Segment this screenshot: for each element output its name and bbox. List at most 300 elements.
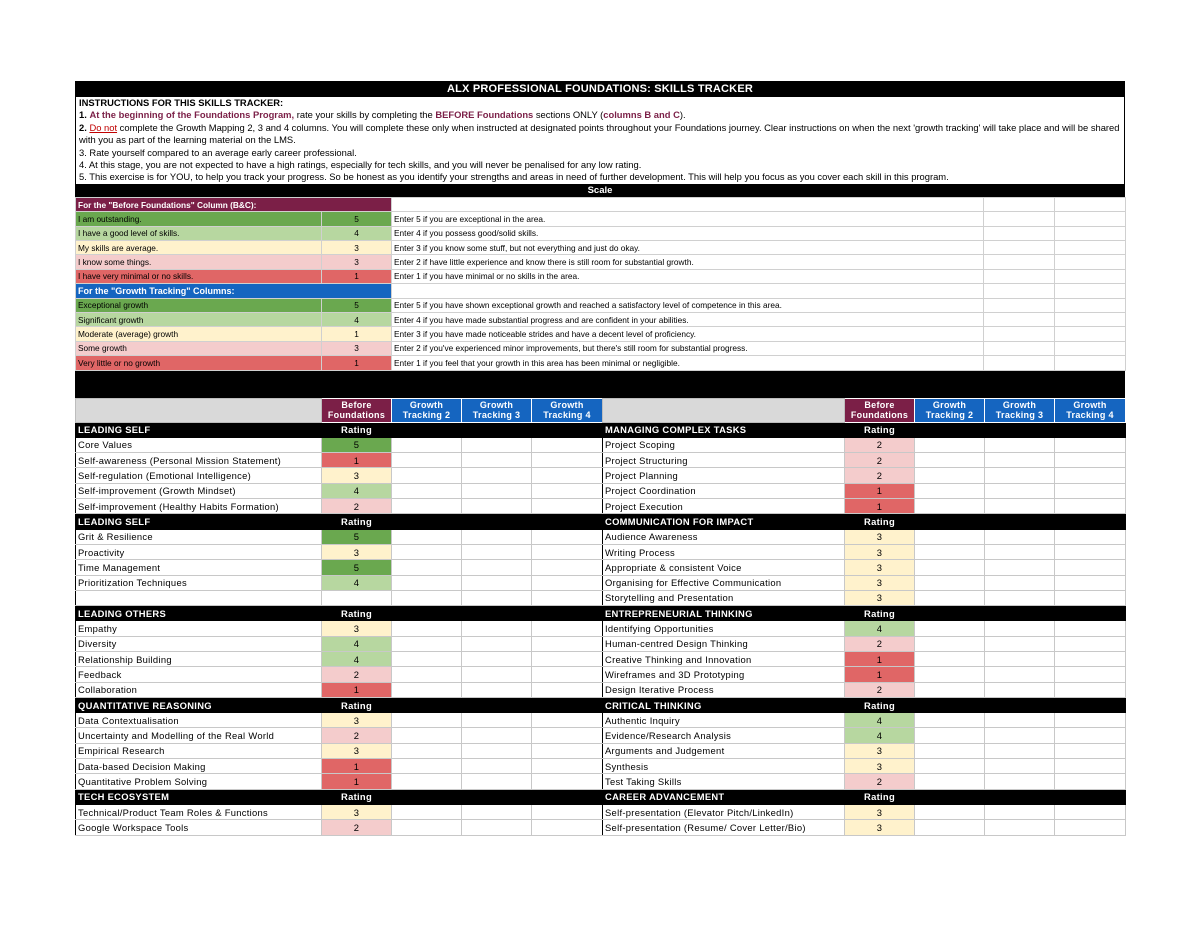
growth-tracking-4-cell[interactable]	[1055, 621, 1126, 636]
growth-tracking-2-cell[interactable]	[915, 590, 985, 605]
rating-header: Rating	[322, 697, 392, 712]
legend-blank-cell	[1055, 312, 1126, 326]
growth-tracking-2-cell[interactable]	[915, 713, 985, 728]
growth-legend-row	[76, 298, 1126, 312]
growth-tracking-4-header: Growth Tracking 4	[532, 398, 603, 422]
column-header-row	[603, 398, 1126, 422]
before-legend-row	[76, 241, 1126, 255]
skill-name: Self-awareness (Personal Mission Statement)	[76, 453, 322, 468]
skill-row	[76, 437, 603, 452]
skill-name: Design Iterative Process	[603, 682, 845, 697]
growth-tracking-3-cell[interactable]	[462, 651, 532, 666]
legend-description: Enter 4 if you have made substantial progress and are confident in your abilities.	[392, 312, 984, 326]
legend-value: 4	[322, 226, 392, 240]
growth-tracking-4-cell[interactable]	[1055, 713, 1126, 728]
growth-tracking-4-cell[interactable]	[532, 483, 603, 498]
growth-tracking-4-cell[interactable]	[1055, 682, 1126, 697]
growth-tracking-4-cell[interactable]	[1055, 804, 1126, 819]
growth-tracking-2-cell[interactable]	[392, 483, 462, 498]
legend-description: Enter 5 if you are exceptional in the area.	[392, 212, 984, 226]
before-foundations-rating-cell[interactable]: 2	[845, 437, 915, 452]
skill-name: Self-improvement (Growth Mindset)	[76, 483, 322, 498]
legend-blank-cell	[1055, 356, 1126, 370]
growth-legend-row	[76, 356, 1126, 370]
growth-tracking-3-cell[interactable]	[462, 820, 532, 835]
skill-row	[603, 804, 1126, 819]
growth-tracking-2-cell[interactable]	[915, 774, 985, 789]
section-header-blank	[462, 697, 532, 712]
before-foundations-rating-cell[interactable]: 1	[845, 483, 915, 498]
legend-value: 3	[322, 241, 392, 255]
growth-legend-heading-row	[76, 284, 1126, 298]
skill-row	[76, 804, 603, 819]
legend-label: Moderate (average) growth	[76, 327, 322, 341]
skill-name: Diversity	[76, 636, 322, 651]
before-foundations-rating-cell[interactable]: 2	[845, 774, 915, 789]
skill-row	[76, 636, 603, 651]
growth-tracking-4-cell[interactable]	[532, 667, 603, 682]
growth-tracking-3-cell[interactable]	[985, 544, 1055, 559]
skill-name: Synthesis	[603, 759, 845, 774]
before-foundations-rating-cell[interactable]: 3	[322, 621, 392, 636]
before-foundations-rating-cell[interactable]: 3	[845, 529, 915, 544]
growth-tracking-4-cell[interactable]	[532, 453, 603, 468]
growth-tracking-3-cell[interactable]	[985, 468, 1055, 483]
before-legend-row	[76, 226, 1126, 240]
growth-tracking-2-cell[interactable]	[392, 437, 462, 452]
skill-name: Collaboration	[76, 682, 322, 697]
before-foundations-rating-cell[interactable]: 3	[845, 544, 915, 559]
rating-header: Rating	[322, 789, 392, 804]
growth-tracking-4-cell[interactable]	[1055, 636, 1126, 651]
growth-legend-row	[76, 312, 1126, 326]
skill-name: Human-centred Design Thinking	[603, 636, 845, 651]
growth-tracking-2-cell[interactable]	[392, 636, 462, 651]
before-foundations-rating-cell[interactable]: 3	[322, 804, 392, 819]
skill-name: Wireframes and 3D Prototyping	[603, 667, 845, 682]
growth-tracking-4-cell[interactable]	[532, 774, 603, 789]
before-foundations-rating-cell[interactable]: 2	[322, 728, 392, 743]
growth-tracking-2-cell[interactable]	[392, 682, 462, 697]
skill-name: Writing Process	[603, 544, 845, 559]
before-foundations-rating-cell[interactable]: 1	[322, 774, 392, 789]
growth-tracking-2-cell[interactable]	[915, 682, 985, 697]
growth-tracking-2-header: Growth Tracking 2	[915, 398, 985, 422]
growth-tracking-2-cell[interactable]	[915, 560, 985, 575]
growth-tracking-3-cell[interactable]	[462, 529, 532, 544]
legend-blank-cell	[984, 284, 1055, 298]
growth-tracking-3-cell[interactable]	[462, 590, 532, 605]
legend-description: Enter 2 if have little experience and know there is still room for substantial growth.	[392, 255, 984, 269]
growth-tracking-3-cell[interactable]	[985, 713, 1055, 728]
before-foundations-rating-cell[interactable]: 3	[322, 468, 392, 483]
before-foundations-rating-cell[interactable]: 1	[322, 682, 392, 697]
section-header-row	[603, 514, 1126, 529]
growth-tracking-2-cell[interactable]	[915, 468, 985, 483]
before-foundations-rating-cell[interactable]: 2	[845, 468, 915, 483]
skill-name: Prioritization Techniques	[76, 575, 322, 590]
skill-name: Storytelling and Presentation	[603, 590, 845, 605]
growth-tracking-3-cell[interactable]	[462, 437, 532, 452]
section-header-blank	[985, 514, 1055, 529]
growth-tracking-3-cell[interactable]	[985, 483, 1055, 498]
before-foundations-rating-cell[interactable]: 4	[845, 713, 915, 728]
before-legend-row	[76, 269, 1126, 283]
skill-row	[603, 560, 1126, 575]
growth-tracking-4-cell[interactable]	[1055, 560, 1126, 575]
before-foundations-rating-cell[interactable]: 3	[322, 713, 392, 728]
before-foundations-rating-cell[interactable]: 2	[845, 453, 915, 468]
growth-tracking-4-cell[interactable]	[532, 713, 603, 728]
growth-tracking-2-cell[interactable]	[915, 651, 985, 666]
growth-tracking-3-header: Growth Tracking 3	[985, 398, 1055, 422]
growth-tracking-2-cell[interactable]	[392, 804, 462, 819]
growth-tracking-2-cell[interactable]	[915, 544, 985, 559]
growth-tracking-3-cell[interactable]	[985, 621, 1055, 636]
before-legend-heading: For the "Before Foundations" Column (B&C):	[76, 197, 392, 211]
section-header-blank	[985, 789, 1055, 804]
growth-tracking-2-cell[interactable]	[915, 667, 985, 682]
growth-tracking-4-cell[interactable]	[532, 651, 603, 666]
section-header-blank	[462, 422, 532, 437]
growth-tracking-2-cell[interactable]	[915, 453, 985, 468]
growth-tracking-3-cell[interactable]	[462, 804, 532, 819]
before-foundations-rating-cell[interactable]: 1	[845, 499, 915, 514]
skill-column-header	[76, 398, 322, 422]
before-foundations-rating-cell[interactable]: 4	[845, 728, 915, 743]
before-foundations-rating-cell[interactable]: 5	[322, 560, 392, 575]
growth-tracking-4-cell[interactable]	[1055, 728, 1126, 743]
legend-blank-cell	[1055, 255, 1126, 269]
growth-tracking-4-cell[interactable]	[1055, 651, 1126, 666]
growth-tracking-3-cell[interactable]	[462, 483, 532, 498]
legend-value: 1	[322, 269, 392, 283]
growth-tracking-4-cell[interactable]	[532, 636, 603, 651]
section-title: MANAGING COMPLEX TASKS	[603, 422, 845, 437]
growth-tracking-4-cell[interactable]	[532, 468, 603, 483]
section-header-blank	[985, 606, 1055, 621]
section-title: LEADING SELF	[76, 422, 322, 437]
before-foundations-rating-cell[interactable]	[322, 590, 392, 605]
before-foundations-rating-cell[interactable]: 1	[845, 651, 915, 666]
growth-tracking-2-cell[interactable]	[915, 728, 985, 743]
growth-tracking-2-cell[interactable]	[392, 713, 462, 728]
before-foundations-rating-cell[interactable]: 2	[845, 682, 915, 697]
growth-tracking-4-cell[interactable]	[532, 682, 603, 697]
growth-tracking-3-cell[interactable]	[462, 499, 532, 514]
skill-name: Grit & Resilience	[76, 529, 322, 544]
rating-header: Rating	[845, 606, 915, 621]
growth-tracking-3-cell[interactable]	[462, 728, 532, 743]
growth-tracking-3-cell[interactable]	[462, 560, 532, 575]
before-foundations-rating-cell[interactable]: 3	[845, 743, 915, 758]
before-foundations-rating-cell[interactable]: 4	[322, 651, 392, 666]
skill-name: Test Taking Skills	[603, 774, 845, 789]
skill-row	[76, 820, 603, 835]
legend-value: 5	[322, 298, 392, 312]
growth-legend-heading: For the "Growth Tracking" Columns:	[76, 284, 392, 298]
growth-tracking-3-cell[interactable]	[985, 437, 1055, 452]
before-legend-heading-row	[76, 197, 1126, 211]
growth-tracking-4-cell[interactable]	[1055, 820, 1126, 835]
before-foundations-rating-cell[interactable]: 1	[322, 759, 392, 774]
section-header-blank	[462, 514, 532, 529]
growth-tracking-3-cell[interactable]	[985, 575, 1055, 590]
skill-row	[603, 820, 1126, 835]
rating-header: Rating	[845, 514, 915, 529]
growth-tracking-4-cell[interactable]	[1055, 468, 1126, 483]
before-foundations-rating-cell[interactable]: 3	[322, 544, 392, 559]
section-header-row	[76, 422, 603, 437]
growth-tracking-2-cell[interactable]	[392, 468, 462, 483]
growth-tracking-2-cell[interactable]	[915, 804, 985, 819]
legend-description: Enter 1 if you feel that your growth in this area has been minimal or negligible.	[392, 356, 984, 370]
growth-tracking-2-cell[interactable]	[392, 774, 462, 789]
skill-row	[603, 713, 1126, 728]
growth-tracking-4-cell[interactable]	[1055, 575, 1126, 590]
section-header-row	[76, 514, 603, 529]
skill-name: Project Planning	[603, 468, 845, 483]
skill-row	[603, 743, 1126, 758]
before-foundations-header: Before Foundations	[322, 398, 392, 422]
legend-label: I have a good level of skills.	[76, 226, 322, 240]
growth-tracking-2-cell[interactable]	[915, 759, 985, 774]
before-foundations-rating-cell[interactable]: 2	[845, 636, 915, 651]
skill-row	[76, 743, 603, 758]
growth-tracking-3-cell[interactable]	[985, 453, 1055, 468]
skill-column-header	[603, 398, 845, 422]
growth-tracking-2-cell[interactable]	[915, 499, 985, 514]
skill-row	[603, 728, 1126, 743]
section-header-blank	[985, 422, 1055, 437]
growth-tracking-3-cell[interactable]	[985, 820, 1055, 835]
growth-tracking-4-cell[interactable]	[532, 743, 603, 758]
skill-row	[76, 499, 603, 514]
before-foundations-rating-cell[interactable]: 4	[322, 575, 392, 590]
skill-name: Data-based Decision Making	[76, 759, 322, 774]
growth-tracking-3-cell[interactable]	[985, 667, 1055, 682]
legend-label: Some growth	[76, 341, 322, 355]
growth-tracking-3-cell[interactable]	[985, 590, 1055, 605]
growth-tracking-4-cell[interactable]	[532, 575, 603, 590]
growth-tracking-3-cell[interactable]	[462, 636, 532, 651]
growth-tracking-3-cell[interactable]	[985, 759, 1055, 774]
growth-tracking-3-cell[interactable]	[985, 651, 1055, 666]
growth-tracking-4-cell[interactable]	[1055, 774, 1126, 789]
growth-tracking-2-cell[interactable]	[392, 667, 462, 682]
growth-tracking-4-cell[interactable]	[1055, 590, 1126, 605]
column-header-row	[76, 398, 603, 422]
growth-tracking-3-cell[interactable]	[985, 560, 1055, 575]
growth-tracking-3-cell[interactable]	[462, 713, 532, 728]
growth-tracking-4-cell[interactable]	[532, 621, 603, 636]
growth-tracking-4-cell[interactable]	[532, 529, 603, 544]
skill-row	[603, 590, 1126, 605]
section-title: QUANTITATIVE REASONING	[76, 697, 322, 712]
growth-tracking-4-cell[interactable]	[532, 437, 603, 452]
section-header-row	[76, 697, 603, 712]
skill-row	[76, 453, 603, 468]
rating-header: Rating	[322, 422, 392, 437]
growth-tracking-2-cell[interactable]	[915, 437, 985, 452]
growth-tracking-3-cell[interactable]	[462, 621, 532, 636]
growth-tracking-2-cell[interactable]	[915, 483, 985, 498]
before-foundations-rating-cell[interactable]: 5	[322, 437, 392, 452]
before-foundations-rating-cell[interactable]: 3	[845, 560, 915, 575]
growth-tracking-2-cell[interactable]	[392, 759, 462, 774]
legend-blank-cell	[392, 197, 984, 211]
growth-tracking-4-cell[interactable]	[1055, 483, 1126, 498]
legend-value: 5	[322, 212, 392, 226]
growth-tracking-3-cell[interactable]	[985, 499, 1055, 514]
growth-tracking-4-cell[interactable]	[1055, 499, 1126, 514]
growth-tracking-2-cell[interactable]	[392, 453, 462, 468]
growth-tracking-2-cell[interactable]	[915, 636, 985, 651]
before-foundations-rating-cell[interactable]: 4	[322, 483, 392, 498]
growth-tracking-3-cell[interactable]	[462, 743, 532, 758]
growth-tracking-2-cell[interactable]	[392, 560, 462, 575]
growth-tracking-2-cell[interactable]	[392, 590, 462, 605]
skill-name: Self-presentation (Elevator Pitch/LinkedIn)	[603, 804, 845, 819]
growth-tracking-3-cell[interactable]	[985, 636, 1055, 651]
before-foundations-rating-cell[interactable]: 1	[322, 453, 392, 468]
skill-name	[76, 590, 322, 605]
section-header-row	[76, 789, 603, 804]
growth-tracking-3-cell[interactable]	[985, 804, 1055, 819]
rating-header: Rating	[322, 606, 392, 621]
growth-tracking-4-cell[interactable]	[1055, 759, 1126, 774]
growth-tracking-4-cell[interactable]	[532, 590, 603, 605]
growth-tracking-3-cell[interactable]	[985, 529, 1055, 544]
growth-tracking-4-cell[interactable]	[1055, 529, 1126, 544]
growth-tracking-2-cell[interactable]	[915, 820, 985, 835]
skill-name: Project Scoping	[603, 437, 845, 452]
growth-tracking-4-cell[interactable]	[532, 759, 603, 774]
before-foundations-rating-cell[interactable]: 2	[322, 820, 392, 835]
legend-blank-cell	[1055, 327, 1126, 341]
skill-row	[603, 667, 1126, 682]
growth-tracking-2-cell[interactable]	[392, 621, 462, 636]
skill-row	[603, 636, 1126, 651]
before-foundations-rating-cell[interactable]: 2	[322, 667, 392, 682]
growth-tracking-4-cell[interactable]	[532, 804, 603, 819]
growth-tracking-3-cell[interactable]	[462, 759, 532, 774]
growth-tracking-4-cell[interactable]	[1055, 544, 1126, 559]
growth-tracking-4-cell[interactable]	[532, 499, 603, 514]
growth-tracking-3-cell[interactable]	[985, 743, 1055, 758]
growth-tracking-3-cell[interactable]	[462, 544, 532, 559]
growth-tracking-4-cell[interactable]	[532, 544, 603, 559]
growth-tracking-3-cell[interactable]	[462, 774, 532, 789]
before-foundations-rating-cell[interactable]: 3	[845, 590, 915, 605]
growth-tracking-2-cell[interactable]	[392, 575, 462, 590]
skill-row	[76, 667, 603, 682]
growth-tracking-2-cell[interactable]	[392, 651, 462, 666]
growth-tracking-2-cell[interactable]	[392, 743, 462, 758]
growth-tracking-4-cell[interactable]	[1055, 453, 1126, 468]
growth-tracking-3-cell[interactable]	[985, 774, 1055, 789]
growth-tracking-3-header: Growth Tracking 3	[462, 398, 532, 422]
before-foundations-rating-cell[interactable]: 3	[845, 575, 915, 590]
before-foundations-rating-cell[interactable]: 5	[322, 529, 392, 544]
section-header-blank	[392, 789, 462, 804]
growth-tracking-3-cell[interactable]	[462, 575, 532, 590]
legend-blank-cell	[1055, 226, 1126, 240]
growth-tracking-3-cell[interactable]	[462, 682, 532, 697]
before-foundations-rating-cell[interactable]: 2	[322, 499, 392, 514]
growth-tracking-2-cell[interactable]	[915, 621, 985, 636]
section-header-blank	[392, 697, 462, 712]
legend-blank-cell	[1055, 298, 1126, 312]
growth-tracking-4-cell[interactable]	[532, 820, 603, 835]
before-foundations-rating-cell[interactable]: 3	[845, 820, 915, 835]
legend-value: 1	[322, 327, 392, 341]
growth-tracking-4-cell[interactable]	[532, 728, 603, 743]
section-title: COMMUNICATION FOR IMPACT	[603, 514, 845, 529]
skill-row	[603, 544, 1126, 559]
before-foundations-rating-cell[interactable]: 4	[322, 636, 392, 651]
before-foundations-rating-cell[interactable]: 4	[845, 621, 915, 636]
growth-tracking-4-cell[interactable]	[1055, 743, 1126, 758]
skill-row	[76, 713, 603, 728]
skill-name: Creative Thinking and Innovation	[603, 651, 845, 666]
growth-tracking-2-cell[interactable]	[915, 575, 985, 590]
section-header-blank	[985, 697, 1055, 712]
growth-legend-row	[76, 327, 1126, 341]
sheet-title: ALX PROFESSIONAL FOUNDATIONS: SKILLS TRACKER	[75, 81, 1125, 97]
growth-legend-row	[76, 341, 1126, 355]
section-header-blank	[392, 606, 462, 621]
growth-tracking-2-cell[interactable]	[392, 529, 462, 544]
growth-tracking-4-cell[interactable]	[1055, 437, 1126, 452]
skill-name: Proactivity	[76, 544, 322, 559]
skill-row	[603, 468, 1126, 483]
skill-row	[76, 575, 603, 590]
section-header-blank	[462, 606, 532, 621]
instructions-block	[75, 97, 1125, 184]
skill-row	[76, 651, 603, 666]
before-foundations-rating-cell[interactable]: 1	[845, 667, 915, 682]
legend-blank-cell	[1055, 212, 1126, 226]
growth-tracking-2-cell[interactable]	[392, 499, 462, 514]
before-foundations-rating-cell[interactable]: 3	[845, 804, 915, 819]
section-title: ENTREPRENEURIAL THINKING	[603, 606, 845, 621]
growth-tracking-2-cell[interactable]	[392, 820, 462, 835]
before-foundations-rating-cell[interactable]: 3	[845, 759, 915, 774]
growth-tracking-3-cell[interactable]	[985, 682, 1055, 697]
legend-blank-cell	[984, 341, 1055, 355]
growth-tracking-2-cell[interactable]	[392, 544, 462, 559]
growth-tracking-2-cell[interactable]	[915, 743, 985, 758]
before-foundations-rating-cell[interactable]: 3	[322, 743, 392, 758]
growth-tracking-2-cell[interactable]	[915, 529, 985, 544]
skill-row	[603, 682, 1126, 697]
section-divider	[75, 371, 1125, 398]
growth-tracking-4-header: Growth Tracking 4	[1055, 398, 1126, 422]
growth-tracking-2-cell[interactable]	[392, 728, 462, 743]
growth-tracking-4-cell[interactable]	[1055, 667, 1126, 682]
growth-tracking-3-cell[interactable]	[462, 468, 532, 483]
rating-header: Rating	[845, 697, 915, 712]
scale-legend	[75, 197, 1126, 371]
instruction-5: 5. This exercise is for YOU, to help you track your progress. So be honest as you identify your strengths and areas in need of further development. This will help you focus as you cover each skill in this program.	[79, 171, 949, 183]
growth-tracking-3-cell[interactable]	[462, 667, 532, 682]
growth-tracking-3-cell[interactable]	[985, 728, 1055, 743]
growth-tracking-4-cell[interactable]	[532, 560, 603, 575]
section-header-blank	[1055, 789, 1126, 804]
skill-name: Project Coordination	[603, 483, 845, 498]
growth-tracking-3-cell[interactable]	[462, 453, 532, 468]
